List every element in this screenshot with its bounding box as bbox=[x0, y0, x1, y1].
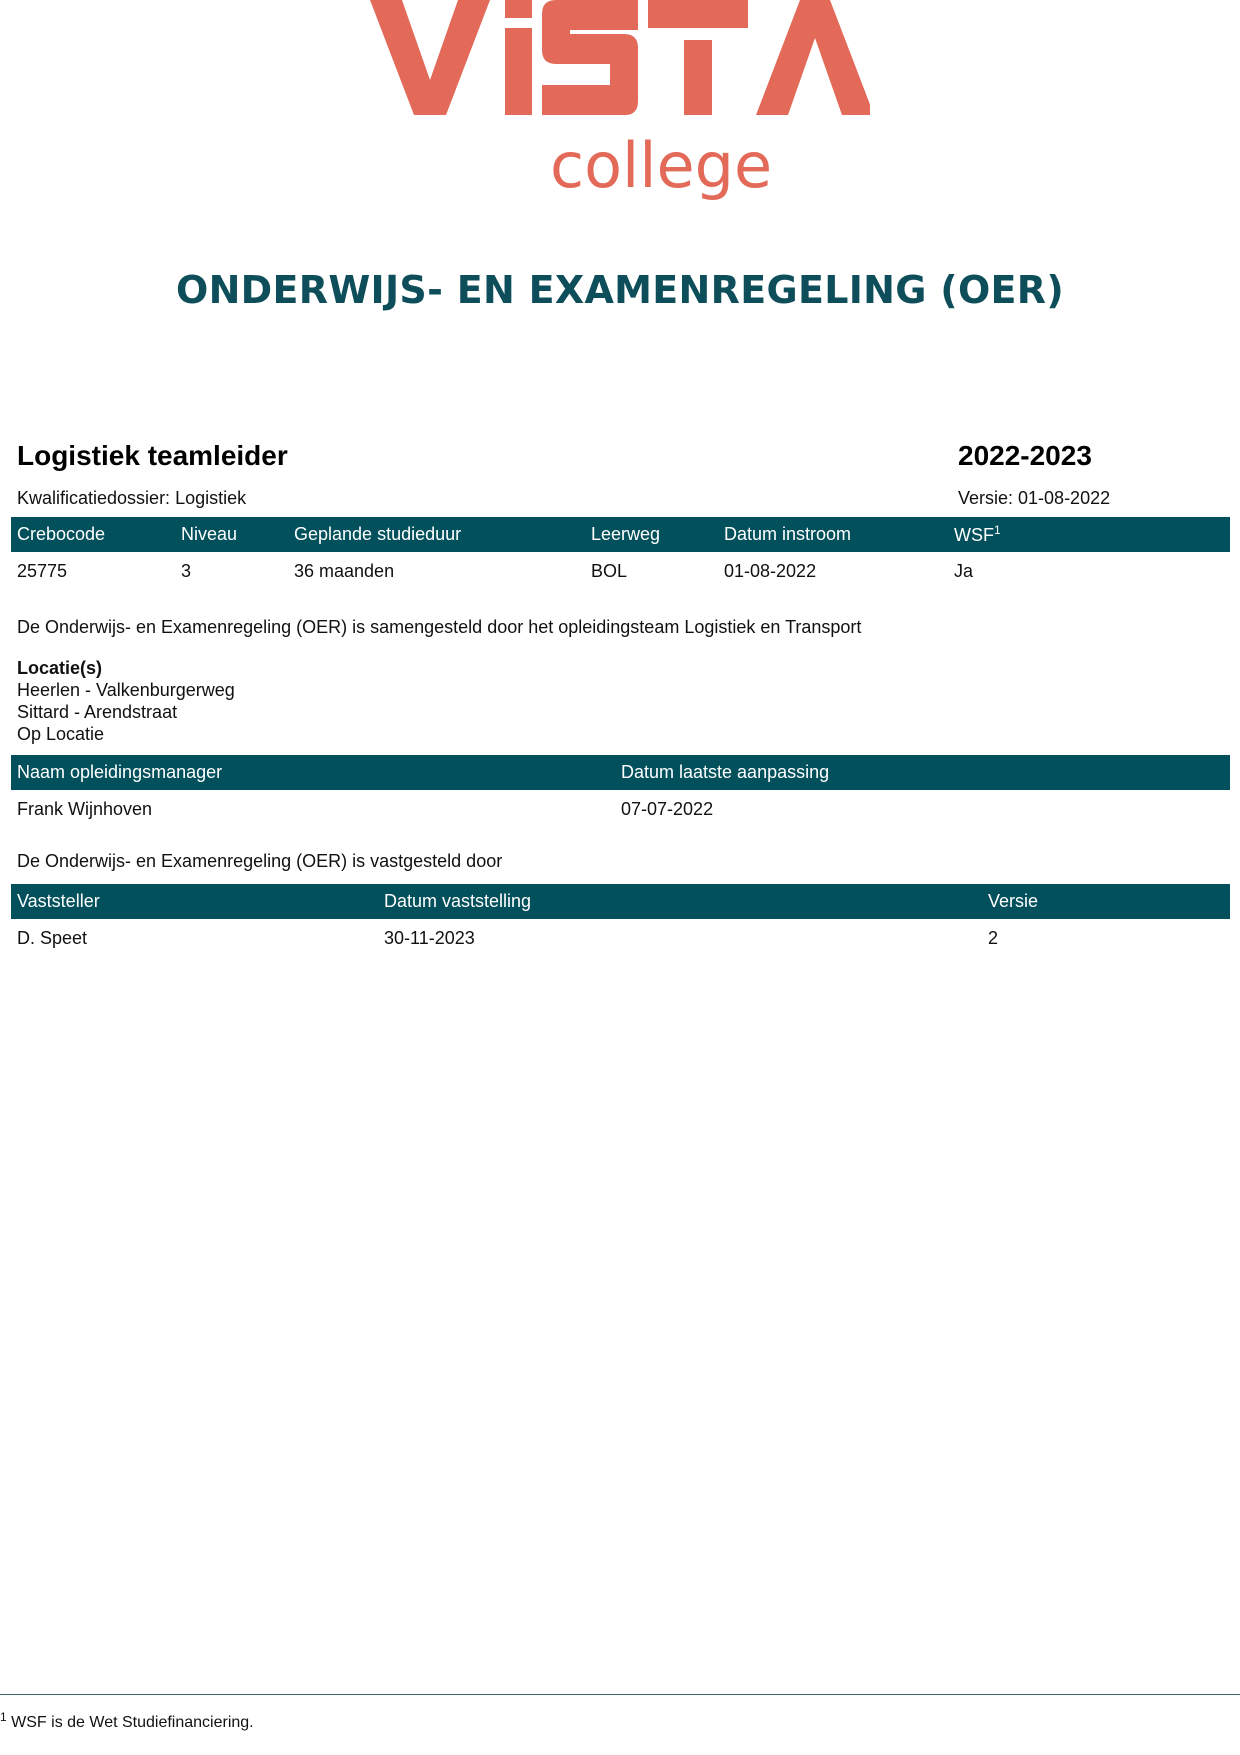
footnote-mark[interactable]: 1 bbox=[994, 523, 1001, 537]
cell-datum-vaststelling: 30-11-2023 bbox=[384, 928, 475, 948]
header-manager-name: Naam opleidingsmanager bbox=[11, 755, 615, 790]
cell-manager-name: Frank Wijnhoven bbox=[17, 799, 153, 819]
header-datum-instroom: Datum instroom bbox=[718, 517, 948, 552]
academic-year: 2022-2023 bbox=[958, 440, 1092, 471]
document-title: ONDERWIJS- EN EXAMENREGELING (OER) bbox=[175, 268, 1065, 312]
cell-studieduur: 36 maanden bbox=[294, 561, 395, 581]
program-name: Logistiek teamleider bbox=[17, 440, 288, 471]
cell-wsf: Ja bbox=[954, 561, 974, 581]
footnote-number: 1 bbox=[0, 1710, 7, 1724]
table-row bbox=[11, 919, 1230, 958]
svg-text:college: college bbox=[550, 129, 773, 202]
cell-crebocode: 25775 bbox=[17, 561, 68, 581]
cell-datum-instroom: 01-08-2022 bbox=[724, 561, 817, 581]
manager-table bbox=[11, 755, 1230, 829]
cell-leerweg: BOL bbox=[591, 561, 628, 581]
header-last-modified: Datum laatste aanpassing bbox=[615, 755, 1230, 790]
table-header-row bbox=[11, 884, 1230, 919]
footnote bbox=[0, 1710, 254, 1732]
list-item: Heerlen - Valkenburgerweg bbox=[17, 680, 235, 700]
cell-versie: 2 bbox=[988, 928, 999, 948]
header-datum-vaststelling: Datum vaststelling bbox=[378, 884, 982, 919]
established-table bbox=[11, 884, 1230, 958]
qualification-dossier: Kwalificatiedossier: Logistiek bbox=[17, 488, 247, 508]
document-content bbox=[11, 440, 1230, 958]
table-header-row bbox=[11, 755, 1230, 790]
header-vaststeller: Vaststeller bbox=[11, 884, 378, 919]
list-item: Op Locatie bbox=[17, 724, 105, 744]
cell-vaststeller: D. Speet bbox=[17, 928, 88, 948]
vista-college-logo bbox=[370, 0, 870, 205]
header-versie: Versie bbox=[982, 884, 1230, 919]
header-studieduur: Geplande studieduur bbox=[288, 517, 585, 552]
list-item: Sittard - Arendstraat bbox=[17, 702, 178, 722]
composed-by-text: De Onderwijs- en Examenregeling (OER) is samengesteld door het opleidingsteam Logistiek en Transport bbox=[17, 617, 862, 637]
footnote-text: WSF is de Wet Studiefinanciering. bbox=[11, 1714, 254, 1731]
header-wsf: WSF$^1$ bbox=[948, 517, 1230, 552]
established-by-text: De Onderwijs- en Examenregeling (OER) is vastgesteld door bbox=[17, 851, 503, 871]
table-row bbox=[11, 552, 1230, 591]
header-niveau: Niveau bbox=[175, 517, 288, 552]
table-row bbox=[11, 790, 1230, 829]
cell-niveau: 3 bbox=[181, 561, 192, 581]
header-crebocode: Crebocode bbox=[11, 517, 175, 552]
table-header-row bbox=[11, 517, 1230, 552]
version-date: Versie: 01-08-2022 bbox=[958, 488, 1111, 508]
program-details-table bbox=[11, 517, 1230, 591]
cell-last-modified: 07-07-2022 bbox=[621, 799, 714, 819]
header-leerweg: Leerweg bbox=[585, 517, 718, 552]
locations-heading: Locatie(s) bbox=[17, 658, 103, 678]
footnote-divider bbox=[0, 1694, 1240, 1695]
locations-list bbox=[17, 679, 1230, 745]
program-heading-row bbox=[11, 440, 1230, 472]
program-subheading-row bbox=[11, 488, 1230, 509]
